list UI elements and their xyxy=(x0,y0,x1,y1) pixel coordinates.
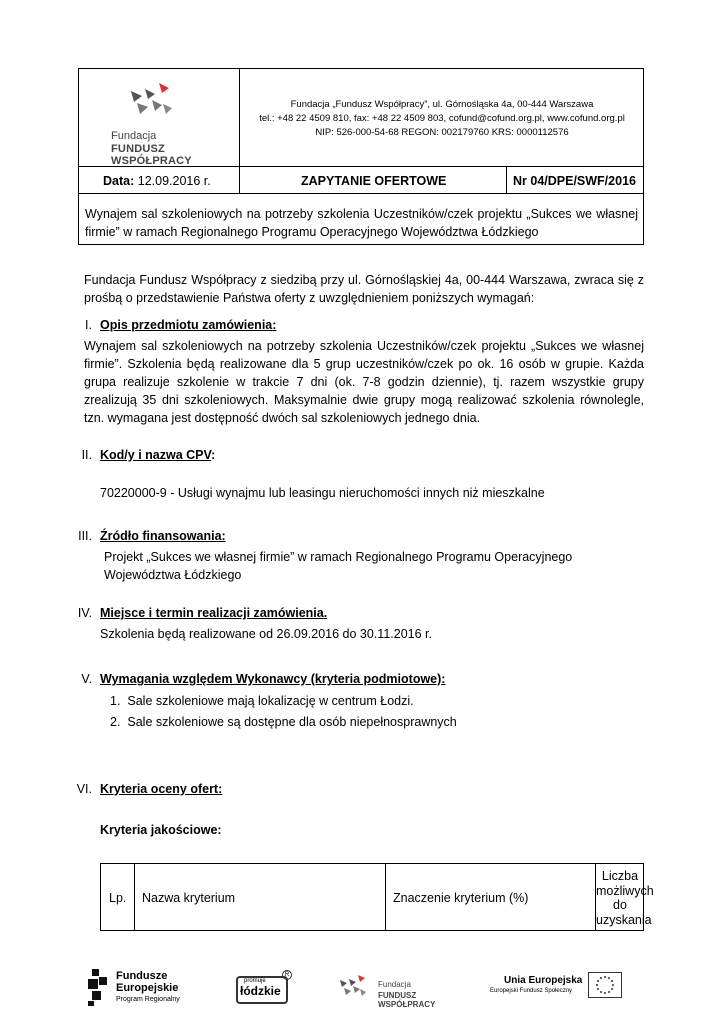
section-title: Kryteria oceny ofert: xyxy=(100,782,223,796)
section-title: Wymagania względem Wykonawcy (kryteria podmiotowe): xyxy=(100,672,446,686)
section-number: III. xyxy=(78,529,92,543)
section-number: II. xyxy=(81,448,92,462)
lodzkie-logo xyxy=(234,970,292,1004)
fundacja-footer-logo xyxy=(338,972,458,1008)
arrows-logo-icon xyxy=(338,974,374,1002)
fe-line3: Program Regionalny xyxy=(116,996,180,1003)
divider xyxy=(385,864,386,930)
section-title: Opis przedmiotu zamówienia: xyxy=(100,318,277,332)
lodzkie-big: łódzkie xyxy=(240,984,281,998)
fws-line2: FUNDUSZ WSPÓŁPRACY xyxy=(378,991,436,1009)
title-colon: : xyxy=(211,448,216,462)
divider xyxy=(134,864,135,930)
fe-line2: Europejskie xyxy=(116,982,179,994)
fe-line1: Fundusze xyxy=(116,970,168,982)
col-points-line: do xyxy=(613,898,627,912)
col-points xyxy=(596,869,654,927)
fundacja-logo xyxy=(79,69,239,166)
section-number: VI. xyxy=(76,782,92,796)
address-line: Fundacja „Fundusz Współpracy”, ul. Górnośląska 4a, 00-444 Warszawa xyxy=(290,99,594,110)
logo-line1: Fundacja xyxy=(111,130,157,142)
col-name: Nazwa kryterium xyxy=(142,891,236,905)
col-points-line: Liczba xyxy=(601,869,639,883)
fe-star-icon xyxy=(86,967,112,1007)
document-title: ZAPYTANIE OFERTOWE xyxy=(301,174,447,188)
col-points-line: uzyskania xyxy=(596,912,652,927)
intro-paragraph: Fundacja Fundusz Współpracy z siedzibą przy ul. Górnośląskiej 4a, 00-444 Warszawa, zwraca się z prośbą o przedstawienie Państwa oferty z uwzględnieniem poniższych wymagań: xyxy=(84,273,644,305)
section-text: 70220000-9 - Usługi wynajmu lub leasingu nieruchomości innych niż mieszkalne xyxy=(100,486,545,500)
date-cell xyxy=(103,174,211,188)
section-title-wrap xyxy=(100,448,215,462)
col-points-line: możliwych xyxy=(596,883,654,898)
section-title: Kod/y i nazwa CPV xyxy=(100,448,212,462)
list-item: 2. Sale szkoleniowe są dostępne dla osób niepełnosprawnych xyxy=(110,715,457,729)
contact-line: tel.: +48 22 4509 810, fax: +48 22 4509 803, cofund@cofund.org.pl, www.cofund.org.pl xyxy=(259,113,625,124)
section-text: Szkolenia będą realizowane od 26.09.2016 do 30.11.2016 r. xyxy=(100,627,432,641)
section-text: Projekt „Sukces we własnej firmie” w ramach Regionalnego Programu Operacyjnego Województwa Łódzkiego xyxy=(104,550,573,582)
date-value: 12.09.2016 r. xyxy=(137,174,211,188)
list-item-text: Sale szkoleniowe są dostępne dla osób niepełnosprawnych xyxy=(127,715,457,729)
subject-description: Wynajem sal szkoleniowych na potrzeby szkolenia Uczestników/czek projektu „Sukces we własnej firmie” w ramach Regionalnego Programu Operacyjnego Województwa Łódzkiego xyxy=(85,207,638,239)
header-table xyxy=(78,68,644,245)
criteria-subtitle: Kryteria jakościowe: xyxy=(100,823,222,837)
address-block xyxy=(241,98,643,140)
section-number: I. xyxy=(85,318,92,332)
section-text: Wynajem sal szkoleniowych na potrzeby szkolenia Uczestników/czek projektu „Sukces we własnej firmie”. Szkolenia będą realizowane dla 5 grup uczestników/czek po ok. 16 osób w grupie. Każda grupa realizuje szkolenie w trakcie 7 dni (ok. 7-8 godzin dziennie), tj. razem wszystkie grupy zrealizują 35 dni szkoleniowych. Maksymalnie dwie grupy mogą realizować szkolenia równolegle, tzn. wymagana jest dostępność dwóch sal szkoleniowych jednego dnia. xyxy=(84,339,644,425)
divider xyxy=(79,193,643,194)
ue-line2: Europejski Fundusz Społeczny xyxy=(490,988,573,994)
lodzkie-small: promuje xyxy=(244,978,266,984)
registry-line: NIP: 526-000-54-68 REGON: 002179760 KRS: 0000112576 xyxy=(315,127,569,138)
divider xyxy=(239,69,240,166)
col-lp: Lp. xyxy=(109,891,127,905)
list-item-text: Sale szkoleniowe mają lokalizację w centrum Łodzi. xyxy=(127,694,414,708)
section-number: V. xyxy=(81,672,92,686)
ue-logo xyxy=(486,970,626,1004)
date-label: Data: xyxy=(103,174,135,188)
document-number: Nr 04/DPE/SWF/2016 xyxy=(513,174,636,188)
divider xyxy=(506,166,507,193)
criteria-table xyxy=(100,863,654,931)
list-item: 1. Sale szkoleniowe mają lokalizację w centrum Łodzi. xyxy=(110,694,414,708)
section-number: IV. xyxy=(77,606,92,620)
section-title: Źródło finansowania: xyxy=(100,529,226,543)
section-title: Miejsce i termin realizacji zamówienia. xyxy=(100,606,328,620)
fws-line1: Fundacja xyxy=(378,980,411,989)
divider xyxy=(239,166,240,193)
ue-line1: Unia Europejska xyxy=(504,975,583,986)
col-weight: Znaczenie kryterium (%) xyxy=(393,891,529,905)
logo-line2: FUNDUSZ WSPÓŁPRACY xyxy=(111,143,192,167)
eu-flag-icon xyxy=(588,972,622,998)
registered-icon: R xyxy=(282,970,292,980)
fundusze-europejskie-logo xyxy=(86,966,196,1008)
